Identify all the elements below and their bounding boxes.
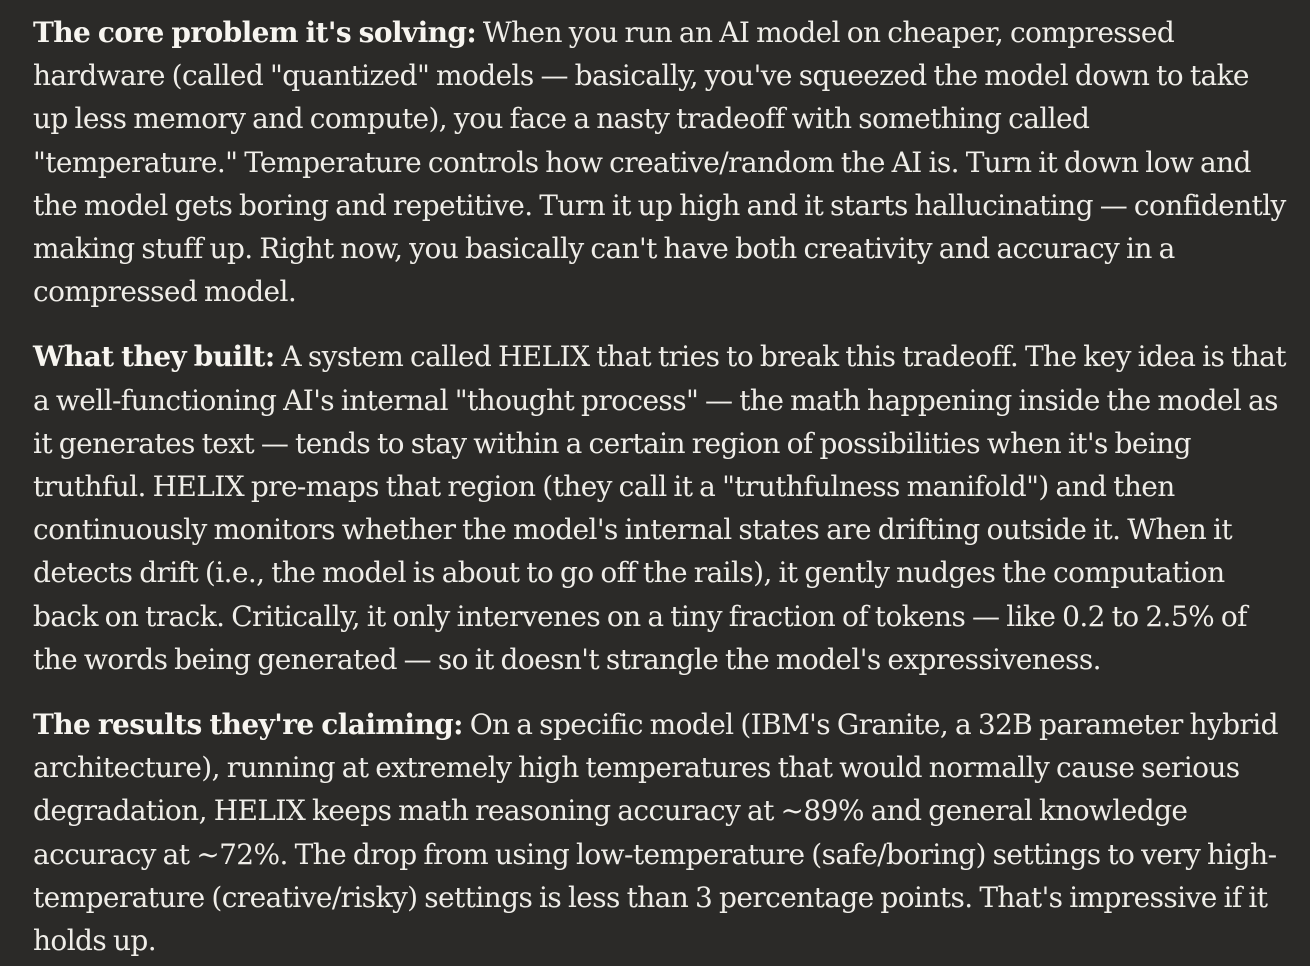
paragraph-text: A system called HELIX that tries to break this tradeoff. The key idea is that a well-functioning AI's internal "thought process" — the math happening inside the model as it generates text — tends to stay within a certain region of possibilities when it's being truthful. HELIX pre-maps that region (they call it a "truthfulness manifold") and then continuously monitors whether the model's internal states are drifting outside it. When it detects drift (i.e., the model is about to go off the rails), it gently nudges the computation back on track. Critically, it only intervenes on a tiny fraction of tokens — like 0.2 to 2.5% of the words being generated — so it doesn't strangle the model's expressiveness. [33,340,1286,676]
paragraph-heading: What they built: [33,340,275,374]
paragraph-core-problem [33,11,1290,313]
paragraph-what-they-built [33,335,1290,681]
paragraph-heading: The core problem it's solving: [33,16,477,49]
paragraph-heading: The results they're claiming: [33,708,463,742]
paragraph-results [33,703,1290,962]
paragraph-text: On a specific model (IBM's Granite, a 32B parameter hybrid architecture), running at extremely high temperatures that would normally cause serious degradation, HELIX keeps math reasoning accuracy at ~89% and general knowledge accuracy at ~72%. The drop from using low-temperature (safe/boring) settings to very high-temperature (creative/risky) settings is less than 3 percentage points. That's impressive if it holds up. [33,708,1278,958]
paragraph-text: When you run an AI model on cheaper, compressed hardware (called "quantized" models — basically, you've squeezed the model down to take up less memory and compute), you face a nasty tradeoff with something called "temperature." Temperature controls how creative/random the AI is. Turn it down low and the model gets boring and repetitive. Turn it up high and it starts hallucinating — confidently making stuff up. Right now, you basically can't have both creativity and accuracy in a compressed model. [33,16,1286,309]
